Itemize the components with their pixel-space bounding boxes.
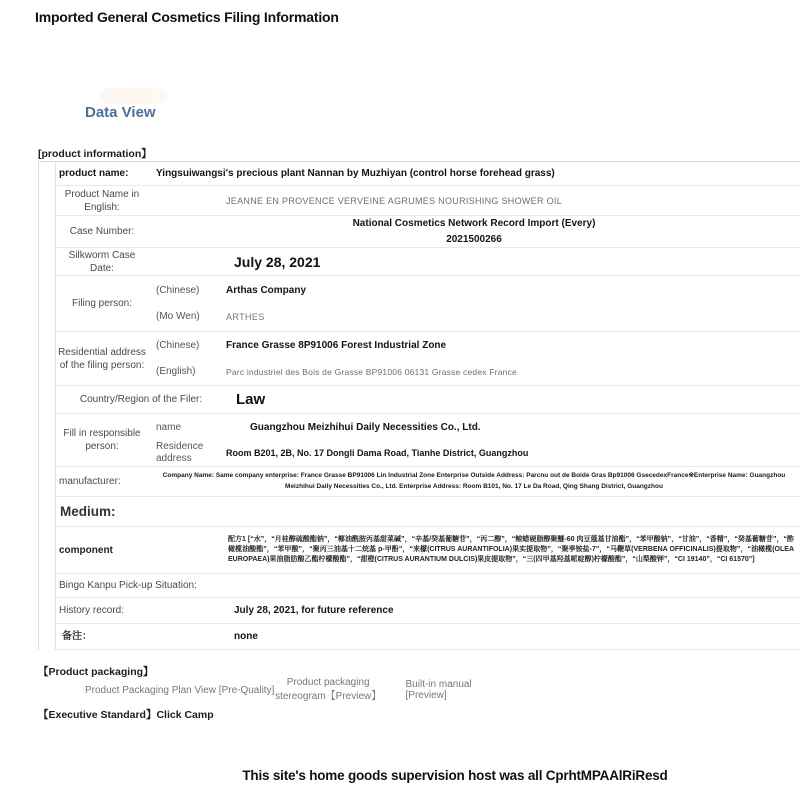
residential-address-chinese-value: France Grasse 8P91006 Forest Industrial Zone	[226, 340, 447, 351]
responsible-person-address-label: Residence address	[156, 441, 204, 464]
responsible-person-label: Fill in responsible person:	[63, 428, 141, 452]
responsible-person-name-row	[148, 414, 800, 440]
filing-person-pinyin-value: ARTHES	[226, 311, 265, 322]
section-product-packaging: 【Product packaging】	[38, 666, 154, 678]
table-row-manufacturer	[56, 467, 800, 497]
table-row-case-date	[56, 248, 800, 276]
table-row-product-name	[56, 162, 800, 186]
tab-data-view[interactable]: Data View	[85, 104, 156, 121]
filing-person-chinese-row	[148, 278, 800, 304]
filing-person-pinyin-label: (Mo Wen)	[156, 311, 200, 322]
packaging-links	[85, 676, 505, 704]
residential-address-label: Residential address of the filing person:	[58, 346, 146, 371]
pickup-label: Bingo Kanpu Pick-up Situation:	[59, 580, 197, 591]
medium-label: Medium:	[60, 504, 116, 519]
table-row-responsible-person	[56, 414, 800, 467]
country-value: Law	[236, 391, 266, 408]
link-packaging-plan-view[interactable]: Product Packaging Plan View [Pre-Quality]	[85, 684, 275, 696]
table-row-component	[56, 527, 800, 574]
filing-person-chinese-label: (Chinese)	[156, 285, 200, 296]
component-value: 配方1 [“水”，“月桂醇硫酸酯钠”，“椰油酰胺丙基甜菜碱”，“辛基/癸基葡糖苷”，“丙二醇”，“鲸蜡硬脂醇聚醚-60 肉豆蔻基甘油酯”，“苯甲酸钠”，“甘油”，“香精”，“癸基葡糖苷”，“酢橄榄油酸酯”，“苯甲酸”，“聚丙三油基十二烷基 p-甲酚”，“来檬(CITRUS AURANTIFOLIA)果实提取物”，“聚季铵盐-7”，“马鞭草(VERBENA OFFICINALIS)提取物”，“油橄榄(OLEA EUROPAEA)果油脂肪酸乙酯柠檬酸酯”，“甜橙(CITRUS AURANTIUM DULCIS)果皮提取物”，“三(四甲基羟基哌啶醇)柠檬酸酯”，“山梨酸钾”，“CI 19140”，“CI 61570”]	[228, 536, 794, 563]
filing-person-chinese-value: Arthas Company	[226, 285, 307, 296]
residential-address-english-value: Parc industriel des Bois de Grasse BP91006 06131 Grasse cedex France	[226, 366, 517, 377]
case-number-value	[148, 216, 800, 247]
history-label: History record:	[59, 605, 125, 616]
case-number-line1: National Cosmetics Network Record Import (Every)	[352, 218, 596, 229]
filing-person-pinyin-row	[148, 304, 800, 330]
table-row-remarks	[56, 624, 800, 650]
case-number-label: Case Number:	[69, 226, 135, 237]
residential-address-chinese-label: (Chinese)	[156, 340, 200, 351]
table-row-medium	[56, 497, 800, 527]
residential-address-english-label: (English)	[156, 366, 196, 377]
table-row-filing-person	[56, 276, 800, 332]
product-name-en-value: JEANNE EN PROVENCE VERVEINE AGRUMES NOURISHING SHOWER OIL	[226, 195, 562, 206]
responsible-person-name-value: Guangzhou Meizhihui Daily Necessities Co., Ltd.	[250, 421, 481, 433]
case-number-line2: 2021500266	[446, 233, 502, 245]
manufacturer-value: Company Name: Same company enterprise: France Grasse BP91006 Lin Industrial Zone Enterprise Outside Address: Parcnu out de Boide Gras Bp91006 GsecedexFrance※Enterprise Name: Guangzhou Meizhihui Daily Necessities Co., Ltd. Enterprise Address: Room B101, No. 17 Le Da Road, Qing Shang District, Guangzhou	[162, 472, 786, 490]
residential-address-chinese-row	[148, 333, 800, 359]
responsible-person-address-row	[148, 440, 800, 466]
history-value: July 28, 2021, for future reference	[234, 605, 394, 616]
highlight-smudge	[100, 88, 168, 104]
table-row-product-name-en	[56, 186, 800, 216]
table-row-history	[56, 598, 800, 624]
link-packaging-stereogram-preview[interactable]: Product packaging stereogram【Preview】	[275, 677, 382, 702]
section-executive-standard[interactable]: 【Executive Standard】Click Camp	[38, 709, 214, 721]
product-name-label: product name:	[59, 168, 129, 179]
table-row-country	[56, 386, 800, 414]
country-label: Country/Region of the Filer:	[79, 394, 203, 405]
product-name-value: Yingsuiwangsi's precious plant Nannan by Muzhiyan (control horse forehead grass)	[156, 168, 555, 179]
product-info-table	[38, 161, 800, 650]
manufacturer-label: manufacturer:	[59, 476, 121, 487]
remarks-value: none	[234, 631, 258, 642]
table-row-pickup	[56, 574, 800, 598]
footer-copyright: This site's home goods supervision host was all CprhtMPAAlRiResd	[242, 768, 668, 783]
filing-person-label: Filing person:	[71, 298, 133, 309]
residential-address-english-row	[148, 359, 800, 385]
component-label: component	[59, 544, 113, 556]
section-product-information: [product information】	[38, 148, 152, 160]
case-date-value: July 28, 2021	[234, 253, 321, 270]
table-row-case-number	[56, 216, 800, 248]
case-date-label: Silkworm Case Date:	[68, 249, 136, 274]
remarks-label: 备注：	[62, 631, 92, 642]
responsible-person-address-value: Room B201, 2B, No. 17 Dongli Dama Road, Tianhe District, Guangzhou	[226, 448, 529, 458]
link-built-in-manual-preview[interactable]: Built-in manual [Preview]	[405, 679, 472, 701]
responsible-person-name-label: name	[156, 421, 182, 433]
table-row-residential-address	[56, 332, 800, 386]
page-title: Imported General Cosmetics Filing Information	[35, 9, 339, 25]
product-name-en-label: Product Name in English:	[64, 188, 140, 213]
